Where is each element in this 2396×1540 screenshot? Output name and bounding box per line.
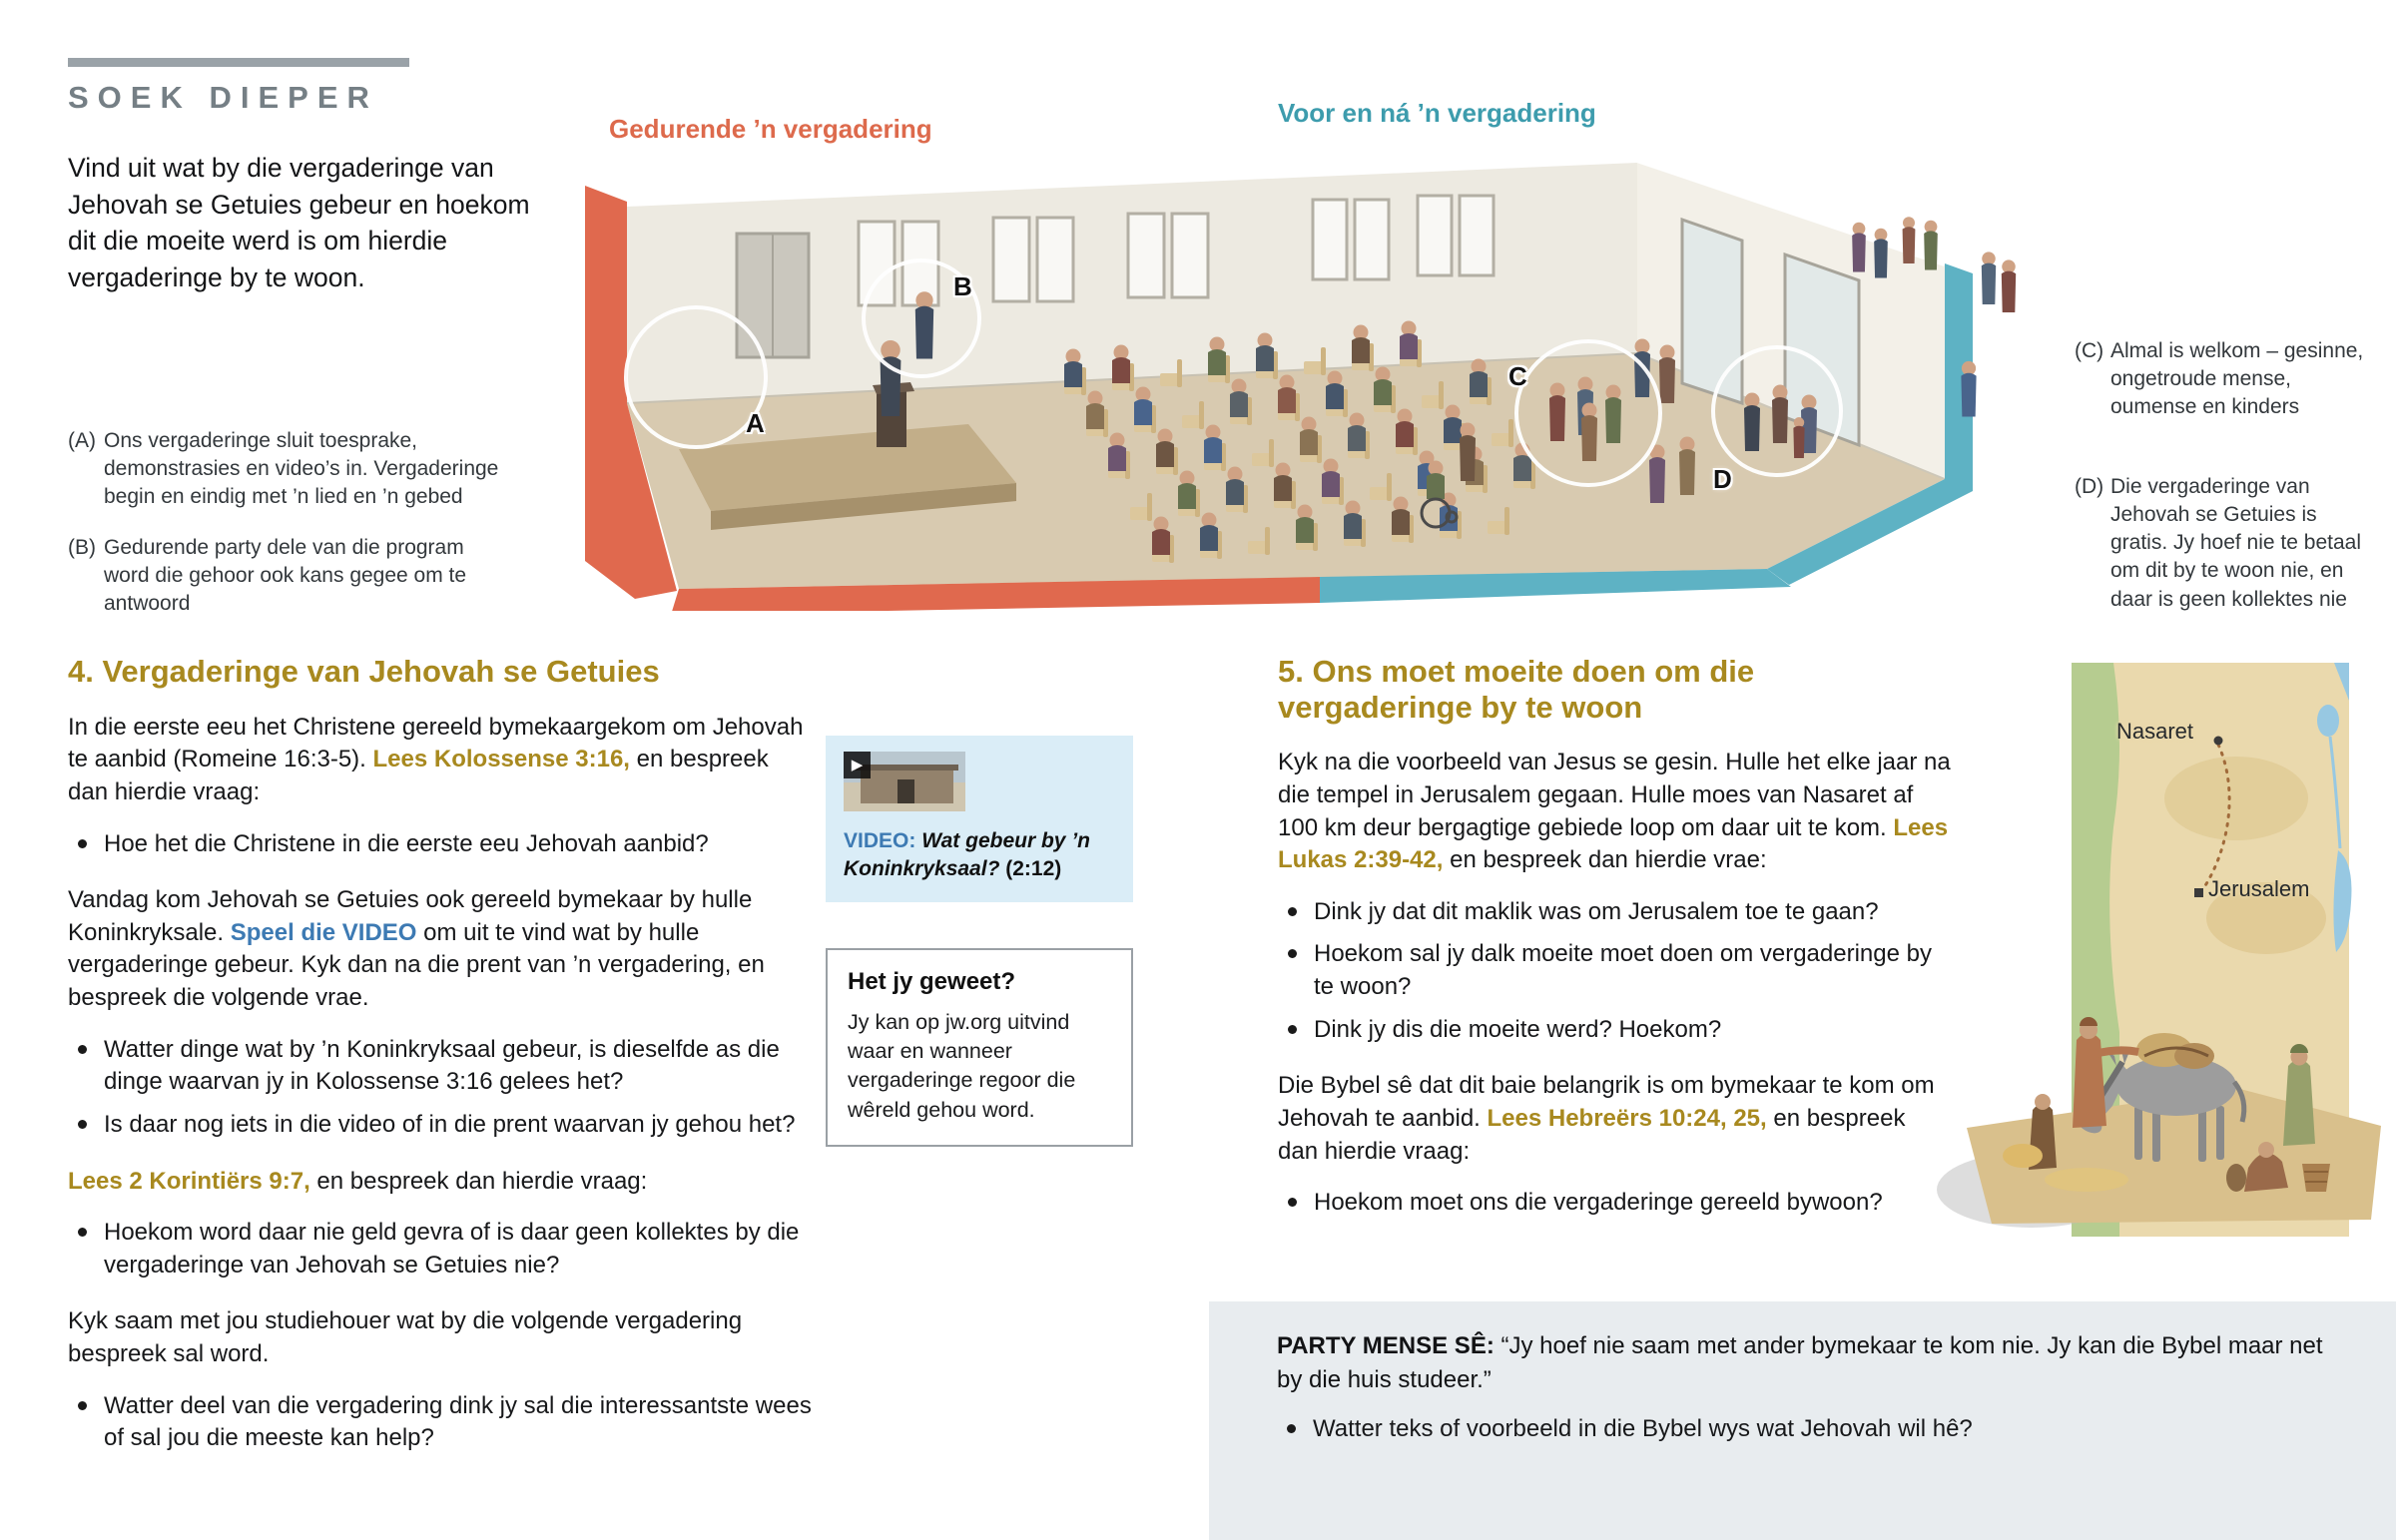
note-b-text: Gedurende party dele van die program word die gehoor ook kans gegee om te antwoord <box>104 536 467 616</box>
video-caption <box>844 827 1115 882</box>
text-run: Vandag kom Jehovah se Getuies ook gereeld bymekaar by hulle Koninkryksale. <box>68 886 753 946</box>
question-item: Watter dinge wat by ’n Koninkryksaal gebeur, is dieselfde as die dinge waarvan jy in Kolossense 3:16 gelees het? <box>104 1034 812 1099</box>
note-a-label: (A) <box>68 429 96 452</box>
thumb-door <box>898 779 914 803</box>
question-item: Hoe het die Christene in die eerste eeu Jehovah aanbid? <box>104 828 812 861</box>
text-run: om uit te vind wat by hulle vergaderinge gebeur. Kyk dan na die prent van ’n vergadering, en bespreek die volgende vrae. <box>68 918 765 1012</box>
hall-note-b <box>68 534 507 618</box>
text-run: en bespreek dan hierdie vrae: <box>1443 846 1767 874</box>
text-run: en bespreek dan hierdie vraag: <box>1278 1104 1906 1165</box>
question-list <box>68 1034 812 1142</box>
section-4-paragraph-1 <box>68 712 812 809</box>
question-list <box>1278 1187 1952 1220</box>
question-list <box>68 1390 812 1455</box>
kingdom-hall-illustration <box>539 142 2029 611</box>
hall-marker-c: C <box>1508 361 1527 391</box>
section-4 <box>68 654 812 1479</box>
thumb-roof <box>856 765 958 770</box>
question-item: Watter teks of voorbeeld in die Bybel wys wat Jehovah wil hê? <box>1313 1413 2350 1446</box>
hall-note-a <box>68 427 507 511</box>
note-c-text: Almal is welkom – gesinne, ongetroude mense, oumense en kinders <box>2110 339 2364 419</box>
question-item: Hoekom moet ons die vergaderinge gereeld bywoon? <box>1314 1187 1952 1220</box>
hall-note-d <box>2075 473 2364 614</box>
note-b-label: (B) <box>68 536 96 559</box>
question-item: Is daar nog iets in die video of in die prent waarvan jy gehou het? <box>104 1109 812 1142</box>
question-list <box>1278 896 1952 1047</box>
note-c-label: (C) <box>2075 339 2104 362</box>
journey-map-illustration <box>1937 659 2396 1241</box>
section-5-heading: 5. Ons moet moeite doen om die vergaderinge by te woon <box>1278 654 1755 725</box>
hall-marker-d: D <box>1713 464 1732 494</box>
video-thumbnail[interactable] <box>844 752 965 811</box>
some-people-say-box <box>1209 1301 2396 1540</box>
intro-text: Vind uit wat by die vergaderinge van Jehovah se Getuies gebeur en hoekom dit die moeite werd is om hierdie vergaderinge by te woon. <box>68 153 530 292</box>
video-box <box>826 736 1133 902</box>
read-luke-link[interactable]: Lees Lukas 2:39-42, <box>1278 813 1949 874</box>
question-item: Hoekom word daar nie geld gevra of is daar geen kollektes by die vergaderinge van Jehovah se Getuies nie? <box>104 1217 812 1282</box>
hall-marker-a: A <box>746 408 765 438</box>
kicker-bar <box>68 58 409 67</box>
read-hebrews-link[interactable]: Lees Hebreërs 10:24, 25, <box>1487 1104 1767 1132</box>
section-kicker: SOEK DIEPER <box>68 80 378 115</box>
read-corinthians-link[interactable]: Lees 2 Korintiërs 9:7, <box>68 1167 310 1195</box>
section-4-paragraph-4: Kyk saam met jou studiehouer wat by die volgende vergadering bespreek sal word. <box>68 1307 743 1368</box>
did-you-know-body: Jy kan op jw.org uitvind waar en wanneer vergaderinge regoor die wêreld gehou word. <box>848 1010 1076 1122</box>
video-label: VIDEO: <box>844 829 922 852</box>
text-run: In die eerste eeu het Christene gereeld bymekaargekom om Jehovah te aanbid (Romeine 16:3-5). <box>68 713 804 773</box>
text-run: en bespreek dan hierdie vraag: <box>68 746 769 805</box>
question-item: Watter deel van die vergadering dink jy sal die interessantste wees of sal jou die meeste kan help? <box>104 1390 812 1455</box>
play-video-link[interactable]: Speel die VIDEO <box>230 918 417 946</box>
note-d-label: (D) <box>2075 475 2104 498</box>
section-4-paragraph-2 <box>68 884 812 1015</box>
hall-note-c <box>2075 337 2364 421</box>
section-5-paragraph-2 <box>1278 1070 1952 1168</box>
text-run: Die Bybel sê dat dit baie belangrik is om bymekaar te kom om Jehovah te aanbid. <box>1278 1072 1935 1132</box>
map-label-jerusalem: Jerusalem <box>2208 876 2310 901</box>
did-you-know-heading: Het jy geweet? <box>848 968 1016 995</box>
note-d-text: Die vergaderinge van Jehovah se Getuies is gratis. Jy hoef nie te betaal om dit by te woon nie, en daar is geen kollektes nie <box>2110 475 2361 611</box>
question-list <box>68 828 812 861</box>
read-colossians-link[interactable]: Lees Kolossense 3:16, <box>372 746 630 773</box>
question-item: Dink jy dat dit maklik was om Jerusalem toe te gaan? <box>1314 896 1952 929</box>
video-title[interactable]: Wat gebeur by ’n Koninkryksaal? <box>844 829 1090 880</box>
question-list <box>1277 1413 2350 1446</box>
saying-label: PARTY MENSE SÊ: <box>1277 1332 1501 1359</box>
section-5 <box>1278 654 1952 1244</box>
section-5-paragraph-1 <box>1278 747 1952 877</box>
section-4-paragraph-3 <box>68 1166 812 1199</box>
text-run: Kyk na die voorbeeld van Jesus se gesin. Hulle het elke jaar na die tempel in Jerusalem gegaan. Hulle moes van Nasaret af 100 km deur bergagtige gebiede loop om daar uit te kom. <box>1278 749 1951 841</box>
question-list <box>68 1217 812 1282</box>
question-item: Hoekom sal jy dalk moeite moet doen om vergaderinge by te woon? <box>1314 938 1952 1003</box>
map-label-nasaret: Nasaret <box>2116 719 2194 744</box>
hall-marker-b: B <box>953 271 972 301</box>
caption-during-meeting: Gedurende ’n vergadering <box>609 114 932 144</box>
video-duration: (2:12) <box>1005 856 1062 880</box>
saying-quote: “Jy hoef nie saam met ander bymekaar te kom nie. Jy kan die Bybel maar net by die huis studeer.” <box>1277 1332 2323 1394</box>
note-a-text: Ons vergaderinge sluit toesprake, demonstrasies en video’s in. Vergaderinge begin en eindig met ’n lied en ’n gebed <box>104 429 499 509</box>
saying-paragraph <box>1277 1329 2335 1397</box>
question-item: Dink jy dis die moeite werd? Hoekom? <box>1314 1014 1952 1047</box>
did-you-know-box <box>826 948 1133 1147</box>
section-4-heading: 4. Vergaderinge van Jehovah se Getuies <box>68 654 660 689</box>
text-run: en bespreek dan hierdie vraag: <box>309 1167 648 1195</box>
caption-before-after-meeting: Voor en ná ’n vergadering <box>1278 98 1596 128</box>
play-icon[interactable]: ▶ <box>844 752 871 778</box>
